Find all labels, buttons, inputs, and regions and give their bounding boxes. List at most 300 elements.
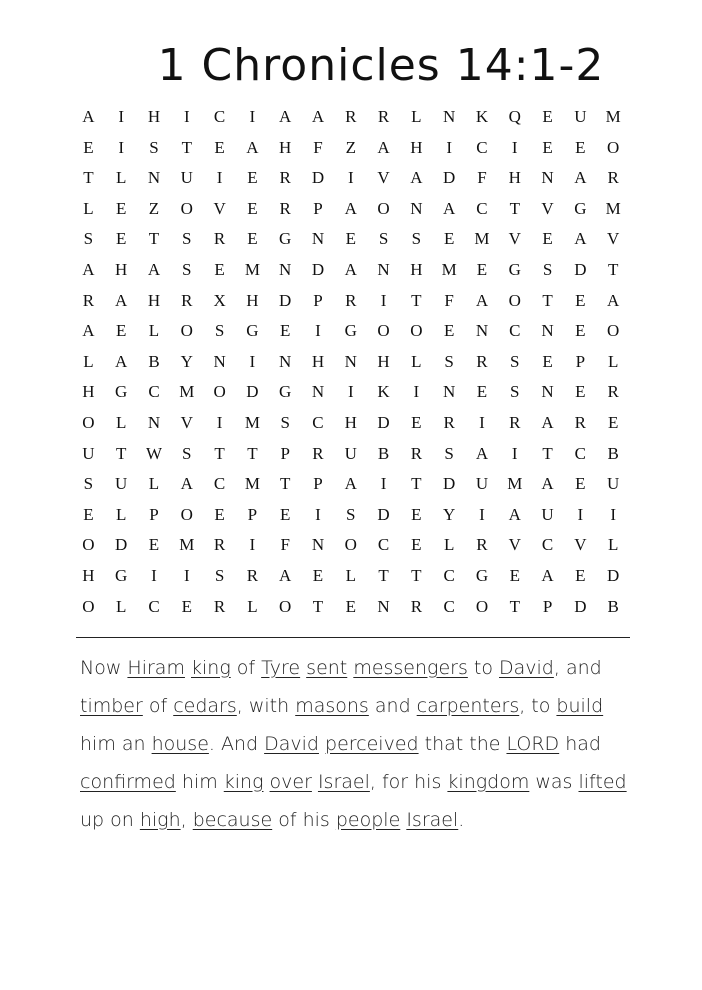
grid-letter: R [574,412,587,432]
grid-letter: A [115,290,128,310]
grid-letter: L [83,198,94,218]
grid-letter: S [83,229,94,249]
grid-letter: O [279,596,292,616]
grid-letter: E [575,382,586,402]
grid-letter: P [313,474,323,494]
hidden-word: kingdom [447,771,530,793]
passage-text: and [368,695,417,717]
grid-letter: A [574,229,587,249]
grid-letter: O [344,535,357,555]
grid-letter: T [247,443,258,463]
grid-letter: K [377,382,390,402]
grid-letter: E [542,107,553,126]
grid-letter: I [511,137,518,157]
grid-letter: E [542,351,553,371]
grid-letter: S [182,443,192,463]
grid-letter: T [607,259,619,279]
grid-letter: F [280,535,290,555]
grid-letter: I [347,382,354,402]
grid-letter: L [116,504,127,524]
grid-letter: F [477,168,487,188]
grid-letter: H [279,137,292,157]
grid-letter: L [607,351,619,371]
grid-letter: O [82,535,95,555]
grid-letter: S [444,351,454,371]
passage-text: of [230,657,262,679]
grid-letter: U [344,443,357,463]
grid-letter: C [443,565,455,585]
grid-letter: S [510,351,520,371]
grid-letter: G [279,382,292,402]
grid-letter: H [344,412,357,432]
grid-letter: A [508,504,521,524]
grid-letter: E [476,382,488,402]
grid-letter: T [312,596,324,616]
grid-letter: E [116,198,127,218]
grid-letter: R [246,565,259,585]
grid-letter: D [115,535,128,555]
grid-letter: D [443,474,456,494]
grid-letter: T [542,290,553,310]
grid-letter: A [82,259,95,279]
grid-letter: B [148,351,160,371]
grid-letter: A [541,412,554,432]
grid-letter: S [411,229,422,249]
passage-text: , for his [369,771,448,793]
grid-letter: L [83,351,94,371]
grid-letter: R [279,198,291,218]
grid-letter: A [82,107,95,126]
grid-letter: E [116,321,127,341]
grid-letter: D [311,168,325,188]
grid-letter: P [313,198,323,218]
grid-letter: Q [508,107,521,126]
grid-letter: S [182,259,192,279]
grid-letter: I [118,107,125,126]
grid-letter: E [181,596,192,616]
grid-letter: H [377,351,390,371]
grid-letter: F [444,290,454,310]
grid-letter: L [247,596,258,616]
grid-letter: P [575,351,586,371]
grid-letter: R [509,412,521,432]
grid-letter: G [574,198,587,218]
grid-letter: T [509,198,520,218]
hidden-word: over [269,771,312,793]
grid-letter: A [279,565,292,585]
grid-letter: R [377,107,390,126]
grid-letter: E [509,565,520,585]
grid-letter: Z [345,137,356,157]
grid-letter: N [213,351,226,371]
grid-letter: I [610,504,616,524]
grid-letter: L [345,565,356,585]
hidden-word: king [223,771,264,793]
grid-letter: V [541,198,554,218]
grid-letter: T [378,565,389,585]
grid-letter: F [313,137,323,157]
passage-text: that the [418,733,507,755]
grid-letter: C [574,443,587,463]
hidden-word: confirmed [80,771,176,793]
grid-letter: Y [180,351,193,371]
grid-letter: D [311,259,325,279]
grid-letter: A [377,137,390,157]
grid-letter: T [83,168,94,188]
hidden-word: messengers [353,657,468,679]
grid-letter: C [541,535,554,555]
grid-letter: A [475,290,489,310]
grid-letter: N [311,229,325,249]
grid-letter: L [116,596,127,616]
grid-letter: U [574,107,587,126]
grid-letter: I [479,504,485,524]
passage-text: , and [553,657,602,679]
grid-letter: C [213,474,226,494]
passage-text: was [529,771,579,793]
hidden-word: Tyre [261,657,301,679]
grid-letter: O [213,382,226,402]
grid-letter: N [541,321,554,341]
grid-letter: E [476,259,488,279]
grid-letter: U [82,443,95,463]
grid-letter: E [443,321,455,341]
grid-letter: N [541,168,554,188]
grid-letter: P [280,443,290,463]
grid-letter: S [149,137,159,157]
hidden-word: Israel [317,771,370,793]
grid-letter: I [446,137,452,157]
grid-letter: R [279,168,291,188]
grid-letter: L [116,168,127,188]
grid-letter: E [575,137,586,157]
grid-letter: I [151,565,157,585]
hidden-word: David [264,733,319,755]
passage-text: to [467,657,499,679]
grid-letter: S [214,321,225,341]
grid-letter: N [311,382,325,402]
grid-letter: E [279,504,291,524]
grid-letter: H [410,137,423,157]
grid-letter: O [180,198,193,218]
hidden-word: David [499,657,554,679]
passage-text: had [559,733,601,755]
grid-letter: G [115,565,128,585]
grid-letter: M [474,229,490,249]
grid-letter: M [179,535,195,555]
grid-letter: H [147,107,161,126]
grid-letter: V [377,168,390,188]
grid-letter: I [577,504,584,524]
grid-letter: C [476,198,488,218]
grid-letter: N [443,382,456,402]
grid-letter: O [377,321,390,341]
grid-letter: E [411,535,422,555]
grid-letter: E [345,229,356,249]
grid-letter: R [213,596,226,616]
grid-letter: I [479,412,485,432]
grid-letter: D [377,504,390,524]
grid-letter: A [541,474,554,494]
grid-letter: T [411,290,422,310]
grid-letter: R [213,229,226,249]
grid-letter: E [247,229,258,249]
grid-letter: H [246,290,259,310]
grid-letter: D [279,290,292,310]
grid-letter: N [443,107,456,126]
grid-letter: M [179,382,195,402]
grid-letter: E [148,535,160,555]
grid-letter: O [377,198,390,218]
grid-letter: Y [443,504,456,524]
grid-letter: A [443,198,456,218]
passage-text: Now [80,657,128,679]
grid-letter: A [115,351,128,371]
grid-letter: A [607,290,620,310]
grid-letter: P [149,504,159,524]
grid-letter: O [508,290,521,310]
grid-letter: I [118,137,125,157]
grid-letter: H [82,565,95,585]
grid-letter: H [147,290,161,310]
grid-letter: G [508,259,521,279]
grid-letter: A [147,259,161,279]
grid-letter: M [605,107,621,126]
grid-letter: I [380,290,387,310]
grid-letter: S [542,259,553,279]
grid-letter: N [377,596,390,616]
grid-letter: I [380,474,387,494]
grid-letter: R [312,443,324,463]
grid-letter: O [82,412,95,432]
grid-letter: I [249,107,256,126]
hidden-word: build [556,695,604,717]
grid-letter: G [279,229,292,249]
grid-letter: G [246,321,259,341]
grid-letter: R [476,351,488,371]
grid-letter: U [541,504,554,524]
grid-letter: E [607,412,619,432]
grid-letter: S [83,474,94,494]
grid-letter: N [311,535,325,555]
passage-text: up on [80,809,140,831]
grid-letter: E [214,137,225,157]
grid-letter: N [279,351,292,371]
grid-letter: L [148,474,160,494]
grid-letter: U [607,474,620,494]
passage-text: him [175,771,224,793]
passage-text: , with [236,695,296,717]
hidden-word: house [151,733,209,755]
grid-letter: T [214,443,225,463]
grid-letter: L [116,412,127,432]
grid-letter: N [279,259,292,279]
hidden-word: LORD [506,733,560,755]
grid-letter: L [148,321,160,341]
grid-letter: B [607,443,619,463]
grid-letter: A [541,565,554,585]
grid-letter: R [607,168,619,188]
hidden-word: high [139,809,181,831]
passage-text: him an [80,733,152,755]
grid-letter: R [181,290,193,310]
grid-letter: D [574,259,587,279]
grid-letter: E [83,504,94,524]
grid-letter: T [279,474,291,494]
grid-letter: N [410,198,423,218]
grid-letter: L [443,535,455,555]
grid-letter: C [312,412,324,432]
grid-letter: A [82,321,95,341]
grid-letter: E [83,137,94,157]
grid-letter: M [244,259,260,279]
grid-letter: B [377,443,390,463]
grid-letter: I [216,412,223,432]
grid-letter: C [443,596,455,616]
grid-letter: I [511,443,518,463]
grid-letter: H [311,351,325,371]
grid-letter: O [607,137,620,157]
grid-letter: I [249,351,256,371]
grid-letter: H [508,168,521,188]
grid-letter: R [443,412,455,432]
grid-letter: S [346,504,356,524]
grid-letter: N [147,412,161,432]
grid-letter: C [213,107,226,126]
grid-letter: R [82,290,95,310]
grid-letter: R [476,535,488,555]
passage-text: of [142,695,174,717]
grid-letter: V [213,198,226,218]
grid-letter: M [244,474,260,494]
grid-letter: I [413,382,420,402]
grid-letter: A [279,107,292,126]
passage-text: of his [272,809,336,831]
divider [76,637,630,638]
grid-letter: X [213,290,226,310]
grid-letter: M [507,474,523,494]
grid-letter: Z [148,198,160,218]
grid-letter: L [411,107,422,126]
grid-letter: D [443,168,456,188]
grid-letter: A [311,107,325,126]
hidden-word: sent [306,657,348,679]
grid-letter: R [410,596,423,616]
grid-letter: D [377,412,390,432]
grid-letter: R [345,290,357,310]
grid-letter: S [510,382,520,402]
grid-letter: I [216,168,223,188]
grid-letter: T [181,137,192,157]
grid-letter: T [411,565,422,585]
grid-letter: A [246,137,259,157]
grid-letter: I [315,504,321,524]
grid-letter: U [180,168,193,188]
grid-letter: D [574,596,587,616]
grid-letter: P [247,504,258,524]
hidden-word: Israel [406,809,459,831]
grid-letter: N [475,321,489,341]
grid-letter: C [377,535,390,555]
grid-letter: C [509,321,521,341]
grid-letter: M [441,259,457,279]
hidden-word: carpenters [416,695,520,717]
grid-letter: S [214,565,225,585]
grid-letter: P [542,596,553,616]
grid-letter: H [410,259,423,279]
grid-letter: B [607,596,619,616]
grid-letter: O [410,321,423,341]
grid-letter: E [116,229,127,249]
grid-letter: V [508,229,521,249]
grid-letter: E [575,290,586,310]
grid-letter: E [247,198,258,218]
grid-letter: E [214,504,225,524]
hidden-word: because [192,809,273,831]
grid-letter: V [508,535,521,555]
grid-letter: E [443,229,455,249]
grid-letter: E [411,504,422,524]
grid-letter: R [410,443,423,463]
passage-text: . And [208,733,265,755]
grid-letter: I [347,168,354,188]
grid-letter: C [148,382,160,402]
hidden-word: perceived [325,733,419,755]
grid-letter: H [82,382,95,402]
scripture-passage [80,649,640,839]
grid-letter: E [542,229,553,249]
grid-letter: T [116,443,127,463]
page-title: 1 Chronicles 14:1-2 [157,40,605,91]
grid-letter: G [344,321,357,341]
grid-letter: E [345,596,356,616]
hidden-word: lifted [578,771,627,793]
passage-text: , [180,809,193,831]
grid-letter: E [279,321,291,341]
grid-letter: K [475,107,489,126]
hidden-word: king [191,657,231,679]
grid-letter: E [247,168,258,188]
grid-letter: N [377,259,390,279]
grid-letter: A [475,443,489,463]
grid-letter: E [575,565,586,585]
grid-letter: V [180,412,193,432]
grid-letter: S [280,412,290,432]
hidden-word: Hiram [127,657,185,679]
grid-letter: C [476,137,488,157]
grid-letter: D [246,382,259,402]
grid-letter: I [249,535,256,555]
grid-letter: N [344,351,357,371]
grid-letter: O [82,596,95,616]
grid-letter: S [182,229,192,249]
grid-letter: T [411,474,422,494]
grid-letter: S [444,443,454,463]
grid-letter: I [183,107,190,126]
grid-letter: W [145,443,163,463]
grid-letter: R [213,535,226,555]
grid-letter: I [315,321,321,341]
grid-letter: E [542,137,553,157]
grid-letter: U [475,474,489,494]
grid-letter: I [183,565,190,585]
grid-letter: A [574,168,587,188]
grid-letter: S [378,229,389,249]
grid-letter: O [180,504,193,524]
grid-letter: M [605,198,621,218]
grid-letter: T [509,596,520,616]
grid-letter: T [148,229,160,249]
